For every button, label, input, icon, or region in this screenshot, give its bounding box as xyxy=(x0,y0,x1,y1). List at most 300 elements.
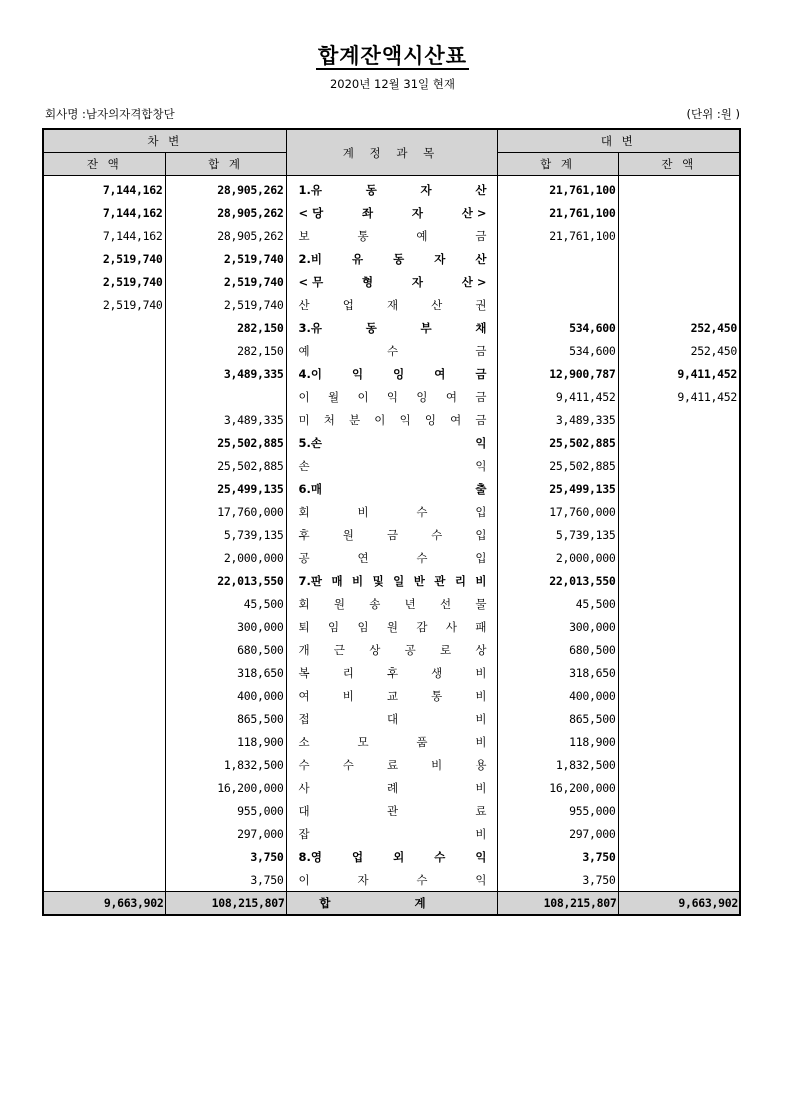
debit-total-cell: 17,760,000 xyxy=(165,500,286,523)
account-name-segment: 동 xyxy=(393,251,405,266)
table-row xyxy=(43,316,740,339)
account-name-segment: 산 > xyxy=(461,274,487,289)
account-name-segment: 입 xyxy=(475,504,487,519)
account-name-cell xyxy=(286,408,497,431)
debit-balance-cell xyxy=(43,592,165,615)
credit-balance-cell xyxy=(618,730,740,753)
account-name-segment: 후 xyxy=(298,527,310,542)
debit-total-cell: 2,000,000 xyxy=(165,546,286,569)
table-row xyxy=(43,638,740,661)
account-name-segment: < 당 xyxy=(298,205,324,220)
credit-total-cell: 45,500 xyxy=(497,592,618,615)
account-name-segment: 금 xyxy=(475,228,487,243)
total-debit-balance: 9,663,902 xyxy=(43,892,165,916)
account-name-segment: 수 xyxy=(416,550,428,565)
account-name-segment: 7.판 xyxy=(298,573,322,588)
credit-total-cell: 2,000,000 xyxy=(497,546,618,569)
account-name-cell xyxy=(286,546,497,569)
debit-total-cell: 22,013,550 xyxy=(165,569,286,592)
table-row xyxy=(43,707,740,730)
account-name-segment: 원 xyxy=(342,527,354,542)
account-name-segment: 자 xyxy=(434,251,446,266)
credit-balance-cell xyxy=(618,224,740,247)
debit-balance-cell: 2,519,740 xyxy=(43,247,165,270)
debit-total-cell: 680,500 xyxy=(165,638,286,661)
account-name-segment: 연 xyxy=(357,550,369,565)
debit-balance-header: 잔 액 xyxy=(43,153,165,176)
credit-balance-header: 잔 액 xyxy=(618,153,740,176)
total-credit-total: 108,215,807 xyxy=(497,892,618,916)
account-name-segment: 사 xyxy=(298,780,310,795)
table-row xyxy=(43,523,740,546)
account-name-segment: 퇴 xyxy=(298,619,310,634)
account-name-segment: 반 xyxy=(413,573,425,588)
debit-balance-cell xyxy=(43,408,165,431)
account-name-segment: 입 xyxy=(475,527,487,542)
account-name-segment: 3.유 xyxy=(298,320,322,335)
account-name-segment: 잉 xyxy=(416,389,428,404)
credit-balance-cell xyxy=(618,523,740,546)
debit-balance-cell xyxy=(43,799,165,822)
credit-balance-cell xyxy=(618,799,740,822)
report-title-text: 합계잔액시산표 xyxy=(317,44,467,68)
credit-total-cell xyxy=(497,247,618,270)
account-name-segment: 감 xyxy=(416,619,428,634)
debit-balance-cell xyxy=(43,500,165,523)
credit-balance-cell xyxy=(618,592,740,615)
currency-unit: (단위 :원 ) xyxy=(686,107,740,121)
total-debit-total: 108,215,807 xyxy=(165,892,286,916)
account-name-cell xyxy=(286,707,497,730)
credit-total-cell: 3,750 xyxy=(497,845,618,868)
account-name-segment: 금 xyxy=(475,366,487,381)
account-name-segment: 월 xyxy=(327,389,340,404)
account-name-segment: 후 xyxy=(386,665,399,680)
table-row xyxy=(43,569,740,592)
debit-balance-cell xyxy=(43,316,165,339)
credit-total-cell: 25,502,885 xyxy=(497,454,618,477)
account-name-segment: 분 xyxy=(349,412,361,427)
account-name-segment: 여 xyxy=(450,412,462,427)
account-name-cell xyxy=(286,753,497,776)
account-name-segment: 비 xyxy=(342,688,354,703)
debit-total-cell: 955,000 xyxy=(165,799,286,822)
table-row xyxy=(43,592,740,615)
debit-balance-cell xyxy=(43,753,165,776)
debit-total-cell: 118,900 xyxy=(165,730,286,753)
account-name-segment: < 무 xyxy=(298,274,324,289)
account-name-cell xyxy=(286,270,497,293)
account-name-segment: 통 xyxy=(431,688,443,703)
account-name-segment: 공 xyxy=(298,550,310,565)
account-name-segment: 산 > xyxy=(461,205,487,220)
account-name-cell xyxy=(286,684,497,707)
debit-balance-cell xyxy=(43,431,165,454)
credit-balance-cell xyxy=(618,845,740,868)
account-name-cell xyxy=(286,523,497,546)
credit-total-cell: 25,502,885 xyxy=(497,431,618,454)
account-name-segment: 비 xyxy=(475,734,487,749)
account-name-cell xyxy=(286,477,497,500)
account-name-segment: 5.손 xyxy=(298,435,322,450)
totals-row xyxy=(43,892,740,916)
account-name-segment: 선 xyxy=(440,596,452,611)
account-name-segment: 금 xyxy=(475,389,487,404)
credit-total-cell: 400,000 xyxy=(497,684,618,707)
credit-total-cell: 318,650 xyxy=(497,661,618,684)
account-name-segment: 수 xyxy=(386,343,399,358)
account-name-segment: 회 xyxy=(298,596,310,611)
account-name-segment: 물 xyxy=(475,596,487,611)
account-name-segment: 업 xyxy=(342,297,354,312)
table-header xyxy=(43,129,740,176)
total-label: 합 계 xyxy=(286,892,497,916)
table-row xyxy=(43,684,740,707)
credit-total-cell: 21,761,100 xyxy=(497,224,618,247)
account-name-segment: 이 xyxy=(298,872,310,887)
account-name-segment: 산 xyxy=(475,251,487,266)
account-name-segment: 입 xyxy=(475,550,487,565)
debit-total-cell: 16,200,000 xyxy=(165,776,286,799)
account-name-segment: 이 xyxy=(357,389,369,404)
total-credit-balance: 9,663,902 xyxy=(618,892,740,916)
credit-total-cell: 17,760,000 xyxy=(497,500,618,523)
report-title xyxy=(0,40,785,70)
debit-balance-cell xyxy=(43,707,165,730)
credit-balance-cell xyxy=(618,546,740,569)
account-name-segment: 금 xyxy=(475,412,487,427)
account-name-segment: 리 xyxy=(342,665,354,680)
debit-balance-cell xyxy=(43,523,165,546)
credit-balance-cell: 9,411,452 xyxy=(618,385,740,408)
account-name-segment: 여 xyxy=(434,366,446,381)
credit-balance-cell xyxy=(618,431,740,454)
account-name-segment: 산 xyxy=(298,297,310,312)
credit-balance-cell xyxy=(618,776,740,799)
account-name-cell xyxy=(286,316,497,339)
credit-balance-cell xyxy=(618,569,740,592)
debit-balance-cell: 2,519,740 xyxy=(43,293,165,316)
debit-balance-cell xyxy=(43,684,165,707)
debit-total-cell: 282,150 xyxy=(165,339,286,362)
credit-balance-cell xyxy=(618,661,740,684)
account-name-segment: 자 xyxy=(411,274,423,289)
account-name-segment: 부 xyxy=(420,320,432,335)
account-name-segment: 대 xyxy=(386,711,399,726)
debit-balance-cell xyxy=(43,569,165,592)
credit-total-cell xyxy=(497,270,618,293)
table-row xyxy=(43,431,740,454)
credit-balance-cell xyxy=(618,638,740,661)
account-name-segment: 업 xyxy=(352,849,364,864)
table-row xyxy=(43,500,740,523)
account-name-segment: 비 xyxy=(352,573,364,588)
account-name-segment: 대 xyxy=(298,803,310,818)
account-name-segment: 8.영 xyxy=(298,849,322,864)
account-name-segment: 모 xyxy=(357,734,369,749)
account-name-segment: 좌 xyxy=(362,205,374,220)
table-row xyxy=(43,776,740,799)
credit-balance-cell xyxy=(618,500,740,523)
credit-balance-cell xyxy=(618,270,740,293)
account-name-segment: 보 xyxy=(298,228,310,243)
table-row xyxy=(43,408,740,431)
account-name-cell xyxy=(286,730,497,753)
account-name-cell xyxy=(286,592,497,615)
credit-balance-cell xyxy=(618,753,740,776)
account-name-segment: 개 xyxy=(298,642,310,657)
credit-balance-cell xyxy=(618,176,740,202)
account-name-cell xyxy=(286,661,497,684)
debit-balance-cell xyxy=(43,845,165,868)
debit-balance-cell xyxy=(43,661,165,684)
debit-total-cell: 2,519,740 xyxy=(165,270,286,293)
account-name-segment: 미 xyxy=(298,412,310,427)
account-name-segment: 6.매 xyxy=(298,481,322,496)
account-name-segment: 비 xyxy=(475,826,487,841)
debit-total-cell: 25,499,135 xyxy=(165,477,286,500)
credit-total-cell: 300,000 xyxy=(497,615,618,638)
debit-balance-cell xyxy=(43,776,165,799)
table-row xyxy=(43,753,740,776)
account-name-cell xyxy=(286,339,497,362)
account-name-segment: 수 xyxy=(342,757,354,772)
account-name-segment: 비 xyxy=(475,665,487,680)
debit-balance-cell: 7,144,162 xyxy=(43,176,165,202)
account-name-segment: 생 xyxy=(431,665,443,680)
account-name-segment: 상 xyxy=(369,642,381,657)
table-row xyxy=(43,176,740,202)
account-name-segment: 비 xyxy=(475,573,487,588)
account-name-segment: 례 xyxy=(386,780,399,795)
credit-total-cell: 534,600 xyxy=(497,316,618,339)
credit-header: 대 변 xyxy=(497,129,740,153)
debit-total-cell xyxy=(165,385,286,408)
debit-total-cell: 3,489,335 xyxy=(165,362,286,385)
account-name-segment: 동 xyxy=(365,182,377,197)
account-name-segment: 비 xyxy=(357,504,369,519)
credit-balance-cell xyxy=(618,684,740,707)
account-header: 계 정 과 목 xyxy=(286,129,497,176)
debit-balance-cell xyxy=(43,339,165,362)
table-row xyxy=(43,799,740,822)
account-name-segment: 예 xyxy=(298,343,310,358)
account-name-cell xyxy=(286,822,497,845)
account-name-segment: 임 xyxy=(357,619,369,634)
account-name-cell xyxy=(286,293,497,316)
report-date: 2020년 12월 31일 현재 xyxy=(329,77,456,91)
table-row xyxy=(43,224,740,247)
account-name-segment: 임 xyxy=(327,619,340,634)
account-name-segment: 금 xyxy=(386,527,399,542)
account-name-segment: 일 xyxy=(393,573,405,588)
account-name-segment: 사 xyxy=(445,619,457,634)
credit-total-cell: 25,499,135 xyxy=(497,477,618,500)
account-name-segment: 출 xyxy=(475,481,487,496)
debit-balance-cell: 2,519,740 xyxy=(43,270,165,293)
account-name-segment: 관 xyxy=(434,573,446,588)
account-name-segment: 동 xyxy=(365,320,377,335)
account-name-segment: 손 xyxy=(298,458,310,473)
table-row xyxy=(43,615,740,638)
account-name-segment: 재 xyxy=(386,297,399,312)
credit-total-cell: 16,200,000 xyxy=(497,776,618,799)
table-row xyxy=(43,339,740,362)
debit-total-cell: 25,502,885 xyxy=(165,454,286,477)
account-name-segment: 금 xyxy=(475,343,487,358)
account-name-segment: 이 xyxy=(298,389,310,404)
credit-balance-cell xyxy=(618,293,740,316)
table-row xyxy=(43,362,740,385)
debit-total-cell: 318,650 xyxy=(165,661,286,684)
debit-total-cell: 25,502,885 xyxy=(165,431,286,454)
debit-total-cell: 2,519,740 xyxy=(165,293,286,316)
credit-total-cell: 3,750 xyxy=(497,868,618,892)
credit-total-cell: 534,600 xyxy=(497,339,618,362)
account-name-segment: 접 xyxy=(298,711,310,726)
account-name-cell xyxy=(286,845,497,868)
account-name-segment: 외 xyxy=(393,849,405,864)
credit-total-cell: 297,000 xyxy=(497,822,618,845)
debit-balance-cell xyxy=(43,385,165,408)
account-name-segment: 년 xyxy=(404,596,416,611)
table-row xyxy=(43,868,740,892)
account-name-segment: 잉 xyxy=(424,412,436,427)
account-name-cell xyxy=(286,454,497,477)
debit-balance-cell xyxy=(43,730,165,753)
account-name-segment: 채 xyxy=(475,320,487,335)
credit-total-cell: 1,832,500 xyxy=(497,753,618,776)
account-name-segment: 자 xyxy=(411,205,423,220)
debit-total-cell: 3,750 xyxy=(165,868,286,892)
credit-total-cell: 12,900,787 xyxy=(497,362,618,385)
credit-total-cell: 21,761,100 xyxy=(497,176,618,202)
account-name-segment: 비 xyxy=(431,757,443,772)
account-name-segment: 유 xyxy=(352,251,364,266)
account-name-segment: 자 xyxy=(420,182,432,197)
account-name-segment: 관 xyxy=(386,803,399,818)
account-name-segment: 수 xyxy=(416,872,428,887)
account-name-cell xyxy=(286,569,497,592)
account-name-segment: 여 xyxy=(445,389,457,404)
credit-total-cell: 22,013,550 xyxy=(497,569,618,592)
debit-balance-cell: 7,144,162 xyxy=(43,224,165,247)
company-name: 회사명 :남자의자격합창단 xyxy=(45,107,175,121)
account-name-segment: 상 xyxy=(475,642,487,657)
account-name-segment: 2.비 xyxy=(298,251,322,266)
table-row xyxy=(43,293,740,316)
account-name-cell xyxy=(286,247,497,270)
debit-balance-cell xyxy=(43,868,165,892)
credit-total-cell: 3,489,335 xyxy=(497,408,618,431)
account-name-segment: 수 xyxy=(416,504,428,519)
account-name-segment: 품 xyxy=(416,734,428,749)
account-name-segment: 형 xyxy=(362,274,374,289)
credit-balance-cell: 252,450 xyxy=(618,316,740,339)
credit-total-cell: 865,500 xyxy=(497,707,618,730)
account-name-segment: 매 xyxy=(331,573,343,588)
credit-balance-cell: 9,411,452 xyxy=(618,362,740,385)
credit-balance-cell xyxy=(618,247,740,270)
account-name-segment: 복 xyxy=(298,665,310,680)
table-row xyxy=(43,546,740,569)
credit-balance-cell: 252,450 xyxy=(618,339,740,362)
table-row xyxy=(43,270,740,293)
credit-balance-cell xyxy=(618,615,740,638)
account-name-segment: 익 xyxy=(386,389,399,404)
account-name-segment: 통 xyxy=(357,228,369,243)
account-name-cell xyxy=(286,868,497,892)
account-name-cell xyxy=(286,201,497,224)
debit-total-cell: 1,832,500 xyxy=(165,753,286,776)
account-name-segment: 원 xyxy=(333,596,345,611)
account-name-segment: 로 xyxy=(440,642,452,657)
account-name-cell xyxy=(286,224,497,247)
debit-balance-cell xyxy=(43,454,165,477)
account-name-segment: 잉 xyxy=(393,366,405,381)
account-name-cell xyxy=(286,638,497,661)
debit-header: 차 변 xyxy=(43,129,286,153)
account-name-segment: 익 xyxy=(352,366,364,381)
table-row xyxy=(43,730,740,753)
account-name-segment: 권 xyxy=(475,297,487,312)
account-name-segment: 근 xyxy=(333,642,345,657)
debit-balance-cell: 7,144,162 xyxy=(43,201,165,224)
account-name-segment: 잡 xyxy=(298,826,310,841)
credit-total-cell: 955,000 xyxy=(497,799,618,822)
account-name-segment: 4.이 xyxy=(298,366,322,381)
debit-balance-cell xyxy=(43,362,165,385)
debit-balance-cell xyxy=(43,615,165,638)
credit-total-cell: 118,900 xyxy=(497,730,618,753)
account-name-segment: 익 xyxy=(475,849,487,864)
debit-total-cell: 297,000 xyxy=(165,822,286,845)
table-row xyxy=(43,247,740,270)
account-name-segment: 소 xyxy=(298,734,310,749)
debit-total-cell: 28,905,262 xyxy=(165,176,286,202)
debit-total-cell: 3,750 xyxy=(165,845,286,868)
trial-balance-table xyxy=(42,128,741,916)
debit-balance-cell xyxy=(43,546,165,569)
account-name-segment: 익 xyxy=(475,872,487,887)
debit-total-cell: 3,489,335 xyxy=(165,408,286,431)
credit-total-cell: 21,761,100 xyxy=(497,201,618,224)
account-name-segment: 비 xyxy=(475,711,487,726)
table-row xyxy=(43,822,740,845)
credit-balance-cell xyxy=(618,707,740,730)
debit-total-cell: 865,500 xyxy=(165,707,286,730)
account-name-cell xyxy=(286,615,497,638)
account-name-cell xyxy=(286,776,497,799)
account-name-segment: 공 xyxy=(404,642,416,657)
account-name-segment: 교 xyxy=(386,688,399,703)
debit-total-cell: 28,905,262 xyxy=(165,201,286,224)
account-name-segment: 비 xyxy=(475,780,487,795)
credit-balance-cell xyxy=(618,477,740,500)
account-name-segment: 용 xyxy=(475,757,487,772)
credit-total-cell: 5,739,135 xyxy=(497,523,618,546)
table-row xyxy=(43,477,740,500)
credit-balance-cell xyxy=(618,454,740,477)
debit-total-cell: 28,905,262 xyxy=(165,224,286,247)
account-name-segment: 익 xyxy=(399,412,411,427)
table-row xyxy=(43,661,740,684)
credit-balance-cell xyxy=(618,408,740,431)
account-name-cell xyxy=(286,385,497,408)
account-name-segment: 수 xyxy=(298,757,310,772)
credit-total-cell: 9,411,452 xyxy=(497,385,618,408)
credit-total-header: 합 계 xyxy=(497,153,618,176)
